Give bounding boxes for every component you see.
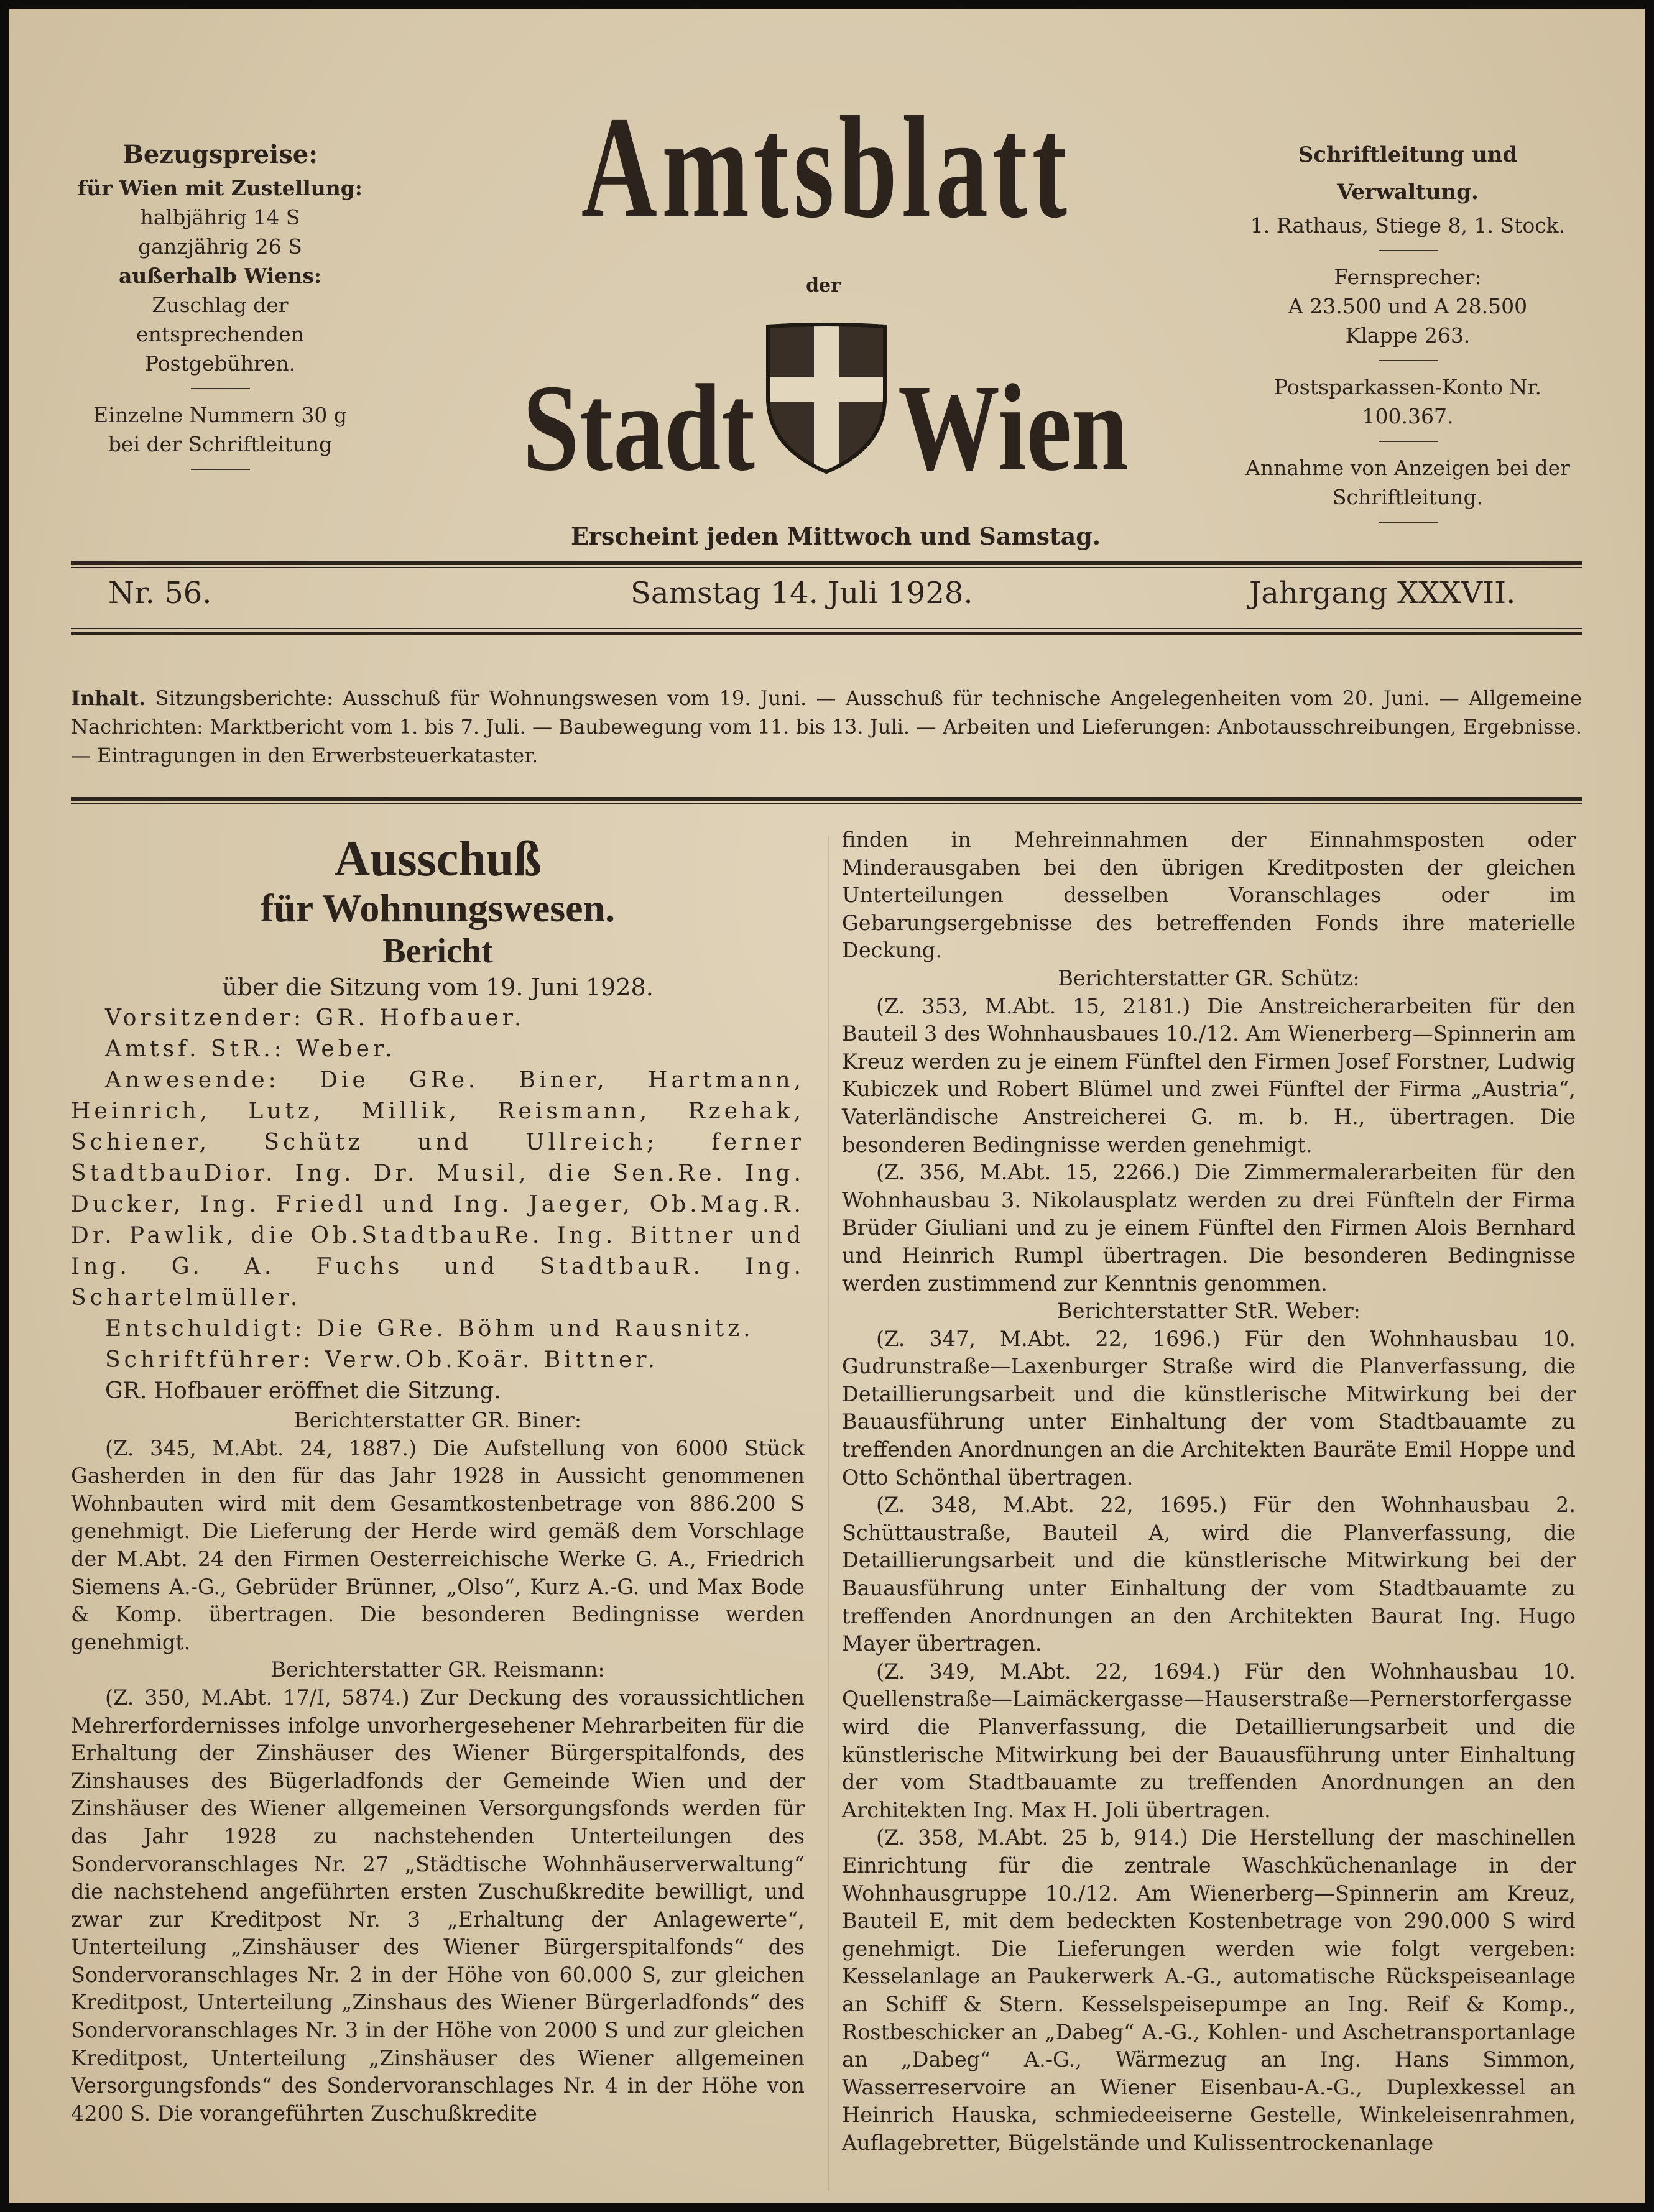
subscription-box <box>71 136 369 481</box>
editorial-line: Schriftleitung. <box>1332 485 1484 509</box>
article-paragraph: finden in Mehreinnahmen der Einnahmsposten oder Minderausgaben bei den übrigen Kreditposten der gleichen Unterteilungen desselben Voranschlages oder im Gebarungsergebnisse des betreffenden Fonds ihre materielle Deckung. <box>842 827 1576 963</box>
secretary-line: Schriftführer: Verw.Ob.Koär. Bittner. <box>105 1347 659 1373</box>
column-divider <box>828 836 829 2191</box>
editorial-heading: Schriftleitung und Verwaltung. <box>1298 142 1518 205</box>
issue-info-row <box>71 576 1582 613</box>
subscription-line: für Wien mit Zustellung: <box>78 176 363 200</box>
editorial-line: Postsparkassen-Konto Nr. 100.367. <box>1274 375 1541 428</box>
article-paragraph: (Z. 347, M.Abt. 22, 1696.) Für den Wohnhausbau 10. Gudrunstraße—Laxenburger Straße wird die Planverfassung, die Detaillierungsarbeit und die künstlerische Mitwirkung bei der Bauausführung unter Einhaltung der vom Stadtbauamte zu treffenden Anordnungen an die Architekten Bauräte Emil Hoppe und Otto Schönthal übertragen. <box>842 1326 1576 1490</box>
divider <box>1379 250 1438 251</box>
issue-volume: Jahrgang XXXVII. <box>1249 576 1516 611</box>
table-of-contents <box>71 684 1582 770</box>
excused-line: Entschuldigt: Die GRe. Böhm und Rausnitz. <box>105 1316 754 1342</box>
masthead-der: der <box>806 275 841 297</box>
article-paragraph: (Z. 345, M.Abt. 24, 1887.) Die Aufstellung von 6000 Stück Gasherden in den für das Jahr 1928 in Aussicht genommenen Wohnbauten wird mit dem Gesamtkostenbetrage von 886.200 S genehmigt. Die Lieferung der Herde wird gemäß dem Vorschlage der M.Abt. 24 den Firmen Oesterreichische Werke G. A., Friedrich Siemens A.-G., Gebrüder Brünner, „Olso“, Kurz A.-G. und Max Bode & Komp. übertragen. Die besonderen Bedingnisse werden genehmigt. <box>71 1435 805 1654</box>
divider <box>1379 360 1438 361</box>
opening-line: GR. Hofbauer eröffnet die Sitzung. <box>105 1378 501 1404</box>
rapporteur-heading: Berichterstatter GR. Biner: <box>293 1408 582 1432</box>
article-paragraph: (Z. 348, M.Abt. 22, 1695.) Für den Wohnhausbau 2. Schüttaustraße, Bauteil A, wird die Planverfassung, die Detaillierungsarbeit und die künstlerische Mitwirkung bei der Bauausführung unter Einhaltung der vom Stadtbauamte zu treffenden Anordnungen an den Architekten Baurat Ing. Hugo Mayer übertragen. <box>842 1493 1576 1656</box>
subscription-line: halbjährig 14 S <box>140 205 300 229</box>
issue-number: Nr. 56. <box>108 576 212 611</box>
article-report-heading: Bericht <box>382 932 493 970</box>
editorial-line: Klappe 263. <box>1345 323 1471 348</box>
divider <box>191 469 250 470</box>
newspaper-page <box>9 9 1645 2203</box>
editorial-line: A 23.500 und A 28.500 <box>1288 294 1528 318</box>
masthead-tagline: Erscheint jeden Mittwoch und Samstag. <box>570 522 1101 550</box>
masthead-title: Amtsblatt <box>581 86 1072 248</box>
article-paragraph: (Z. 358, M.Abt. 25 b, 914.) Die Herstellung der maschinellen Einrichtung für die zentrale Waschküchenanlage in der Wohnhausgruppe 10./12. Am Wienerberg—Spinnerin am Kreuz, Bauteil E, mit dem bedeckten Kostenbetrage von 290.000 S wird genehmigt. Die Lieferungen werden wie folgt vergeben: Kesselanlage an Paukerwerk A.-G., automatische Rückspeiseanlage an Schiff & Stern. Kesselspeisepumpe an Ing. Reif & Komp., Rostbeschicker an „Dabeg“ A.-G., Kohlen- und Aschetransportanlage an „Dabeg“ A.-G., Wärmezug an Ing. Hans Simmon, Wasserreservoire an Wiener Eisenbau-A.-G., Duplexkessel an Heinrich Hauska, schmiedeeiserne Gestelle, Winkeleisenrahmen, Auflagebretter, Bügelstände und Kulissentrockenanlage <box>842 1825 1576 2155</box>
subscription-line: ganzjährig 26 S <box>138 234 302 259</box>
header-rule-thin <box>71 567 1582 568</box>
editorial-line: Fernsprecher: <box>1334 265 1482 289</box>
article-paragraph: (Z. 356, M.Abt. 15, 2266.) Die Zimmermalerarbeiten für den Wohnhausbau 3. Nikolausplatz werden zu drei Fünfteln der Firma Brüder Giuliani und zu je einem Fünftel den Firmen Alois Bernhard und Heinrich Rumpl übertragen. Die besonderen Bedingnisse werden zustimmend zur Kenntnis genommen. <box>842 1160 1576 1296</box>
editorial-line: 1. Rathaus, Stiege 8, 1. Stock. <box>1250 213 1566 237</box>
divider <box>1379 522 1438 523</box>
article-paragraph: (Z. 353, M.Abt. 15, 2181.) Die Anstreicherarbeiten für den Bauteil 3 des Wohnhausbaues 10./12. Am Wienerberg—Spinnerin am Kreuz werden zu je einem Fünftel den Firmen Josef Forstner, Ludwig Kubiczek und Robert Blümel und zwei Fünftel der Firma „Austria“, Vaterländische Anstreicherei G. m. b. H., übertragen. Die besonderen Bedingnisse werden genehmigt. <box>842 993 1576 1157</box>
issue-date: Samstag 14. Juli 1928. <box>631 576 973 611</box>
header-rule-thick <box>71 561 1582 565</box>
contents-label: Inhalt. <box>71 686 146 710</box>
subscription-line: Postgebühren. <box>144 351 296 376</box>
info-rule-thin <box>71 628 1582 629</box>
contents-rule-thick <box>71 797 1582 801</box>
info-rule-thick <box>71 632 1582 635</box>
subscription-heading: Bezugspreise: <box>122 140 318 169</box>
subscription-line: Einzelne Nummern 30 g <box>93 403 347 427</box>
rapporteur-heading: Berichterstatter GR. Schütz: <box>1058 965 1360 990</box>
subscription-line: Zuschlag der entsprechenden <box>136 293 304 346</box>
chair-line: Vorsitzender: GR. Hofbauer. <box>105 1005 525 1031</box>
official-line: Amtsf. StR.: Weber. <box>105 1036 396 1062</box>
article-left-column <box>71 832 805 2127</box>
editorial-line: Annahme von Anzeigen bei der <box>1245 456 1570 480</box>
contents-text: Sitzungsberichte: Ausschuß für Wohnungswesen vom 19. Juni. — Ausschuß für technische Angelegenheiten vom 20. Juni. — Allgemeine Nachrichten: Marktbericht vom 1. bis 7. Juli. — Baubewegung vom 11. bis 13. Juli. — Arbeiten und Lieferungen: Anbotausschreibungen, Ergebnisse. — Eintragungen in den Erwerbsteuerkataster. <box>71 686 1582 767</box>
article-paragraph: (Z. 349, M.Abt. 22, 1694.) Für den Wohnhausbau 10. Quellenstraße—Laimäckergasse—Hauserstraße—Pernerstorfergasse wird die Planverfassung, die Detaillierungsarbeit und die künstlerische Mitwirkung bei der Bauausführung unter Einhaltung der vom Stadtbauamte zu treffenden Anordnungen an den Architekten Ing. Max H. Joli übertragen. <box>842 1659 1576 1822</box>
vienna-coat-of-arms-icon <box>764 323 889 475</box>
divider <box>1379 441 1438 442</box>
masthead-stadt: Stadt <box>522 359 755 497</box>
editorial-box <box>1227 136 1588 534</box>
divider <box>191 388 250 389</box>
rapporteur-heading: Berichterstatter GR. Reismann: <box>270 1657 605 1682</box>
article-right-column <box>842 826 1576 2157</box>
subscription-line: außerhalb Wiens: <box>118 264 322 288</box>
present-paragraph: Anwesende: Die GRe. Biner, Hartmann, Heinrich, Lutz, Millik, Reismann, Rzehak, Schiener, Schütz und Ullreich; ferner StadtbauDior. Ing. Dr. Musil, die Sen.Re. Ing. Ducker, Ing. Friedl und Ing. Jaeger, Ob.Mag.R. Dr. Pawlik, die Ob.StadtbauRe. Ing. Bittner und Ing. G. A. Fuchs und StadtbauR. Ing. Schartelmüller. <box>71 1067 805 1311</box>
article-subtitle: für Wohnungswesen. <box>260 886 616 930</box>
rapporteur-heading: Berichterstatter StR. Weber: <box>1057 1299 1361 1324</box>
subscription-line: bei der Schriftleitung <box>108 432 333 456</box>
contents-rule-thin <box>71 803 1582 804</box>
article-paragraph: (Z. 350, M.Abt. 17/I, 5874.) Zur Deckung des voraussichtlichen Mehrerfordernisses infolge unvorhergesehener Mehrarbeiten für die Erhaltung der Zinshäuser des Wiener Bürgerspitalfonds, des Zinshauses des Bügerladfonds der Gemeinde Wien und der Zinshäuser des Wiener allgemeinen Versorgungsfonds werden für das Jahr 1928 zu nachstehenden Unterteilungen des Sondervoranschlages Nr. 27 „Städtische Wohnhäuserverwaltung“ die nachstehend angeführten ersten Zuschußkredite bewilligt, und zwar zur Kreditpost Nr. 3 „Erhaltung der Anlagewerte“, Unterteilung „Zinshäuser des Wiener Bürgerspitalfonds“ des Sondervoranschlages Nr. 2 in der Höhe von 60.000 S, zur gleichen Kreditpost, Unterteilung „Zinshaus des Wiener Bürgerladfonds“ des Sondervoranschlages Nr. 3 in der Höhe von 2000 S und zur gleichen Kreditpost, Unterteilung „Zinshäuser des Wiener allgemeinen Versorgungsfonds“ des Sondervoranschlages Nr. 4 in der Höhe von 4200 S. Die vorangeführten Zuschußkredite <box>71 1685 805 2126</box>
meeting-date: über die Sitzung vom 19. Juni 1928. <box>222 974 654 1001</box>
masthead-wien: Wien <box>898 359 1129 497</box>
article-title: Ausschuß <box>334 832 542 887</box>
